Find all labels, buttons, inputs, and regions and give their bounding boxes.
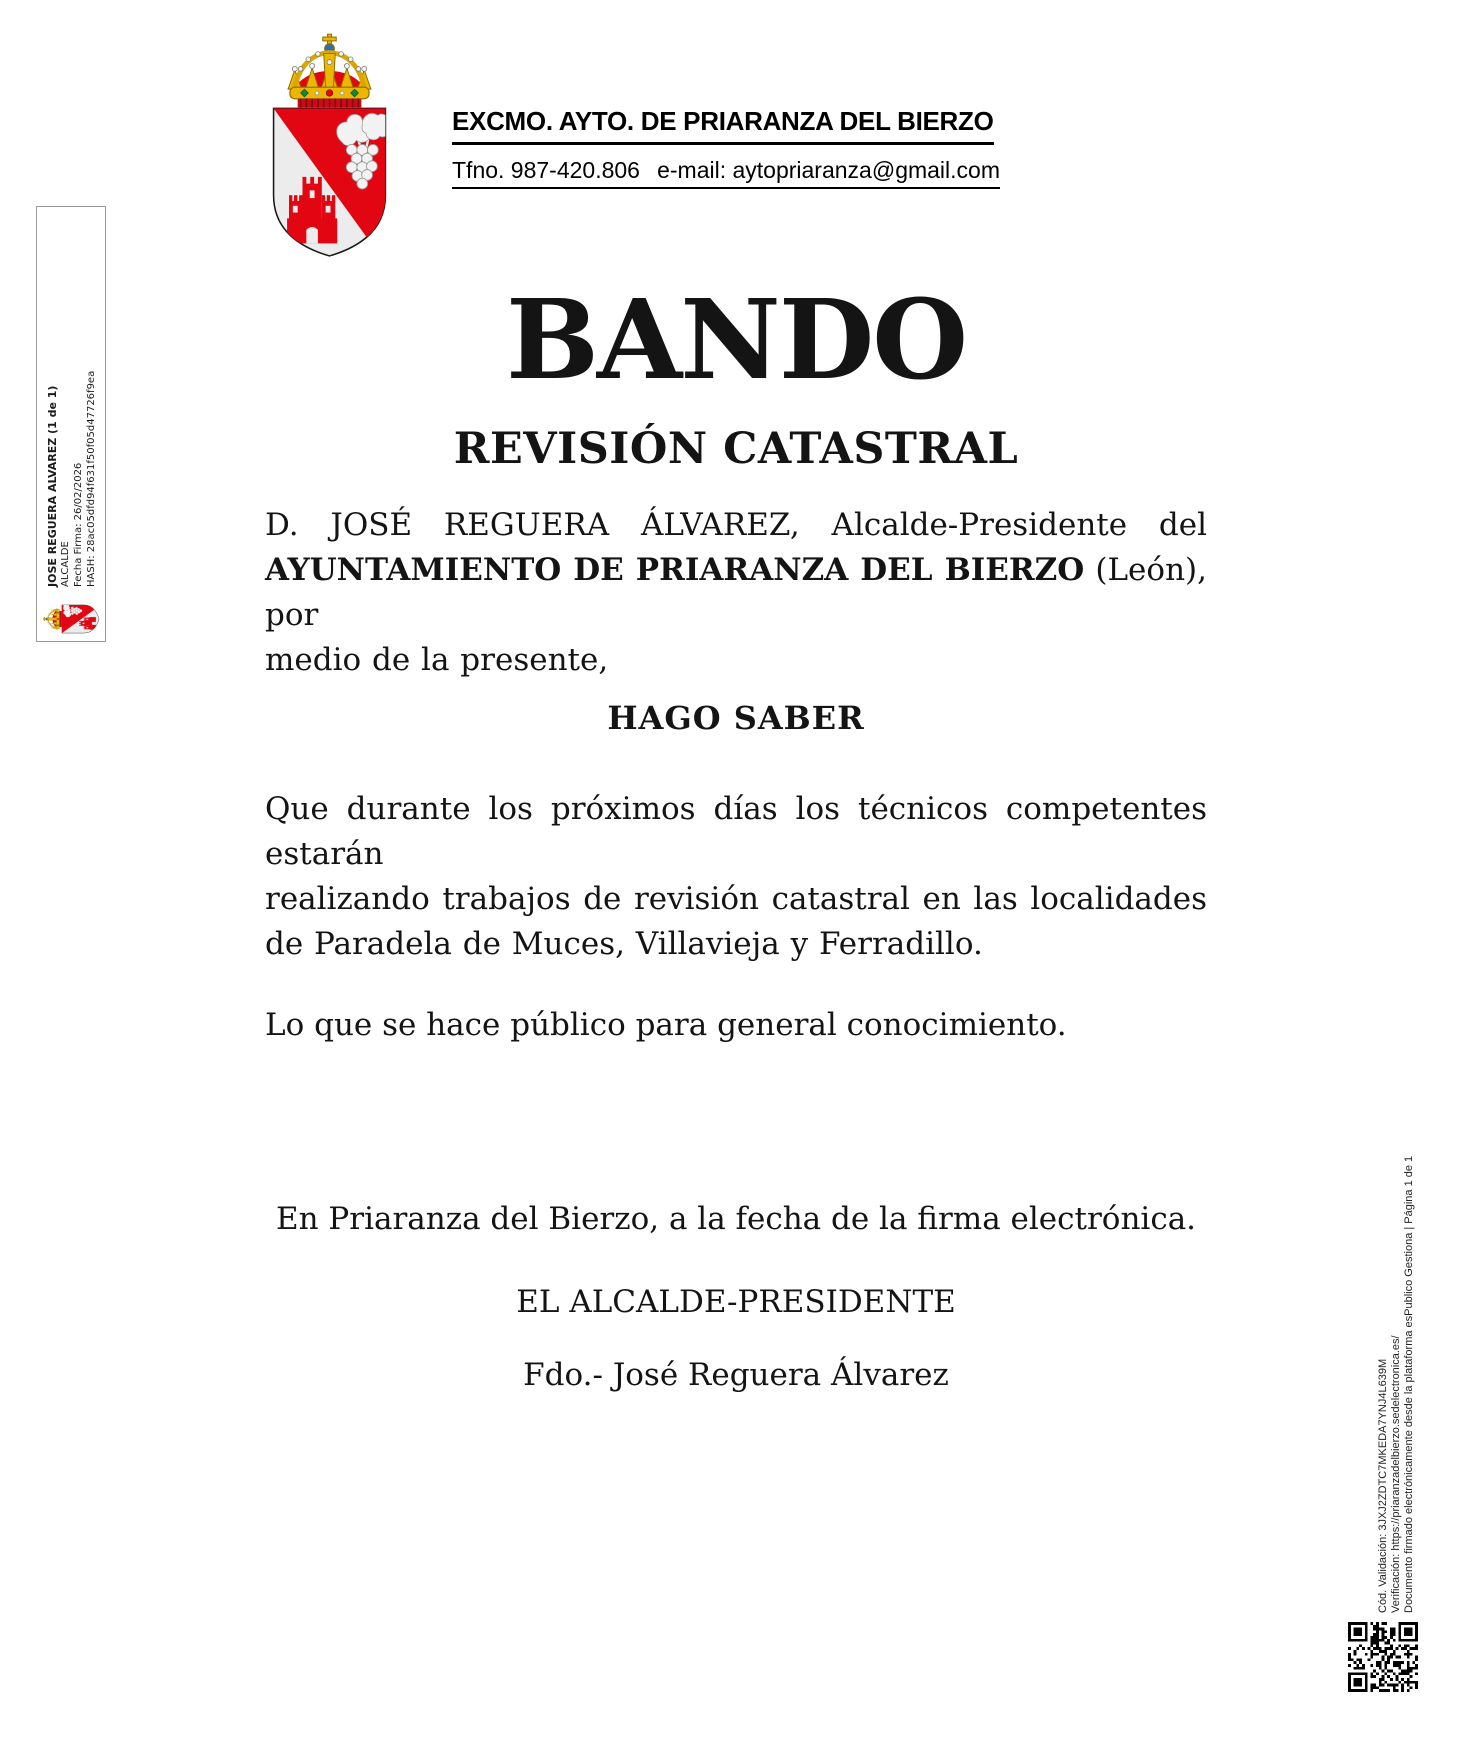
signature-date: Fecha Firma: 26/02/2026 xyxy=(72,462,84,587)
notice-line-3: de Paradela de Muces, Villavieja y Ferradillo. xyxy=(265,926,983,962)
notice-line-2: realizando trabajos de revisión catastral en las localidades xyxy=(265,881,1207,917)
signature-signed-line: Fdo.- José Reguera Álvarez xyxy=(523,1357,949,1393)
signature-place-line: En Priaranza del Bierzo, a la fecha de la firma electrónica. xyxy=(275,1201,1197,1237)
document-title: BANDO xyxy=(505,275,967,404)
signer-name: JOSE REGUERA ALVAREZ (1 de 1) xyxy=(45,385,59,587)
intro-paragraph xyxy=(265,503,1207,683)
platform-note: Documento firmado electrónicamente desde la plataforma esPublico Gestiona | Página 1 de 1 xyxy=(1403,1155,1415,1613)
notice-paragraph xyxy=(265,787,1207,967)
intro-line-3: medio de la presente, xyxy=(265,642,609,678)
signature-role-line: EL ALCALDE-PRESIDENTE xyxy=(516,1284,956,1320)
municipal-coat-of-arms xyxy=(262,33,397,260)
intro-line-2: AYUNTAMIENTO DE PRIARANZA DEL BIERZO (León), por xyxy=(265,552,1207,633)
signer-role: ALCALDE xyxy=(59,541,71,587)
notice-line-1: Que durante los próximos días los técnicos competentes estarán xyxy=(265,791,1207,872)
qr-code xyxy=(1348,1622,1418,1692)
letterhead xyxy=(452,106,1000,189)
signature-stamp-content xyxy=(39,211,104,639)
contact-line xyxy=(452,157,1000,189)
email-address[interactable]: aytopriaranza@gmail.com xyxy=(732,157,1000,183)
email-label: e-mail: xyxy=(657,157,727,183)
stamp-coat-of-arms-icon xyxy=(43,602,100,636)
closing-statement: Lo que se hace público para general conocimiento. xyxy=(265,1007,1067,1043)
phone-number: Tfno. 987-420.806 xyxy=(452,157,640,183)
organization-name: EXCMO. AYTO. DE PRIARANZA DEL BIERZO xyxy=(452,106,994,145)
intro-line-1: D. JOSÉ REGUERA ÁLVAREZ, Alcalde-Presidente del xyxy=(265,507,1207,543)
signature-hash: HASH: 28ac05dfd94f631f50f05d47726f9ea xyxy=(85,370,97,587)
document-subtitle: REVISIÓN CATASTRAL xyxy=(453,424,1019,474)
verification-url[interactable]: Verificación: https://priaranzadelbierzo.sedelectronica.es/ xyxy=(1390,1335,1402,1613)
validation-code: Cód. Validación: 3JXJ2ZDTC7MKEDA7YNJ4L639M xyxy=(1377,1358,1389,1613)
announce-heading: HAGO SABER xyxy=(607,699,865,737)
validation-footer xyxy=(1377,1090,1417,1613)
